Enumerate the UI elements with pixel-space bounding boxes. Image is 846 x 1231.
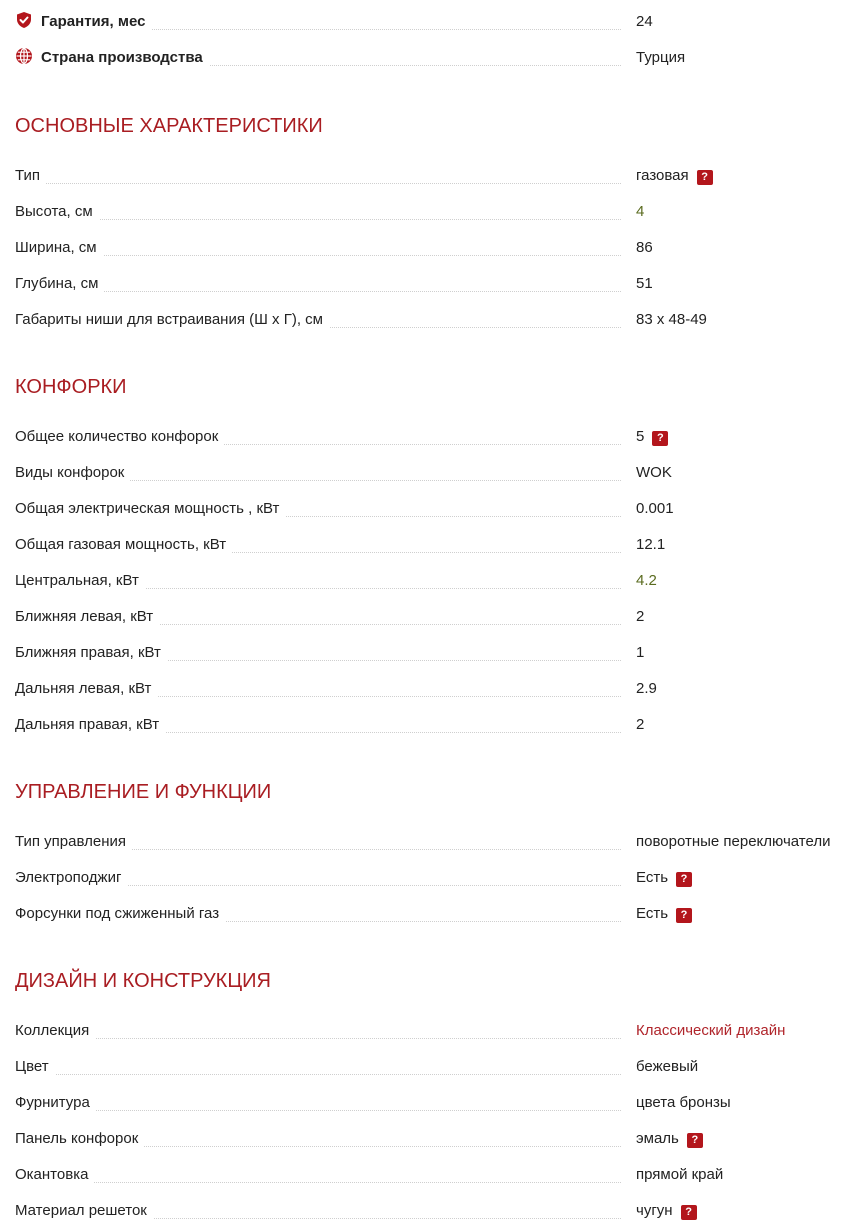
spec-label: Гарантия, мес [15, 10, 151, 34]
spec-label: Высота, см [15, 200, 99, 224]
spec-value: цвета бронзы [636, 1094, 731, 1111]
spec-label: Общая электрическая мощность , кВт [15, 497, 285, 521]
spec-row [15, 200, 846, 224]
spec-value: 24 [636, 13, 653, 30]
spec-label: Дальняя левая, кВт [15, 677, 157, 701]
spec-row [15, 1055, 846, 1079]
spec-label: Страна производства [15, 46, 209, 70]
spec-label: Габариты ниши для встраивания (Ш х Г), см [15, 308, 329, 332]
spec-value: прямой край [636, 1166, 724, 1183]
help-icon[interactable]: ? [697, 170, 713, 185]
spec-value: 5 ? [636, 425, 668, 449]
globe-icon [15, 47, 33, 65]
section-title-design: ДИЗАЙН И КОНСТРУКЦИЯ [15, 970, 271, 992]
spec-value: 12.1 [636, 536, 666, 553]
spec-value [636, 1019, 785, 1043]
help-icon[interactable]: ? [687, 1133, 703, 1148]
spec-row [15, 1199, 846, 1223]
spec-row [15, 1127, 846, 1151]
spec-row [15, 605, 846, 629]
spec-value: 4 [636, 203, 645, 220]
spec-row [15, 236, 846, 260]
spec-row [15, 272, 846, 296]
spec-row-warranty [15, 10, 846, 34]
spec-value: 2 [636, 608, 645, 625]
spec-label: Окантовка [15, 1163, 94, 1187]
spec-value: чугун ? [636, 1199, 697, 1223]
spec-value: 86 [636, 239, 653, 256]
spec-label: Коллекция [15, 1019, 95, 1043]
spec-value: 2 [636, 716, 645, 733]
spec-label: Форсунки под сжиженный газ [15, 902, 225, 926]
spec-row [15, 497, 846, 521]
spec-value: эмаль ? [636, 1127, 703, 1151]
section-title-main: ОСНОВНЫЕ ХАРАКТЕРИСТИКИ [15, 115, 323, 137]
spec-value: 4.2 [636, 572, 657, 589]
spec-row [15, 164, 846, 188]
spec-label: Общая газовая мощность, кВт [15, 533, 232, 557]
spec-label: Виды конфорок [15, 461, 130, 485]
spec-label: Тип [15, 164, 46, 188]
help-icon[interactable]: ? [676, 872, 692, 887]
section-title-burners: КОНФОРКИ [15, 376, 127, 398]
spec-label: Тип управления [15, 830, 132, 854]
spec-row [15, 308, 846, 332]
spec-label: Дальняя правая, кВт [15, 713, 165, 737]
spec-row [15, 461, 846, 485]
shield-check-icon [15, 11, 33, 29]
spec-value: 1 [636, 644, 645, 661]
spec-row [15, 1163, 846, 1187]
help-icon[interactable]: ? [676, 908, 692, 923]
spec-row [15, 902, 846, 926]
spec-value: бежевый [636, 1058, 699, 1075]
spec-row [15, 677, 846, 701]
spec-label: Глубина, см [15, 272, 104, 296]
spec-value: 2.9 [636, 680, 657, 697]
spec-row [15, 866, 846, 890]
spec-label: Центральная, кВт [15, 569, 145, 593]
spec-label: Фурнитура [15, 1091, 96, 1115]
spec-row [15, 569, 846, 593]
spec-row [15, 830, 846, 854]
spec-value: WOK [636, 464, 672, 481]
help-icon[interactable]: ? [681, 1205, 697, 1220]
spec-value: 51 [636, 275, 653, 292]
spec-row [15, 1091, 846, 1115]
spec-label: Электроподжиг [15, 866, 127, 890]
spec-row-country [15, 46, 846, 70]
spec-row [15, 713, 846, 737]
help-icon[interactable]: ? [652, 431, 668, 446]
spec-value: поворотные переключатели [636, 833, 831, 850]
spec-label: Общее количество конфорок [15, 425, 224, 449]
spec-row [15, 425, 846, 449]
spec-row [15, 641, 846, 665]
spec-label: Материал решеток [15, 1199, 153, 1223]
spec-label: Панель конфорок [15, 1127, 144, 1151]
spec-value: Турция [636, 49, 686, 66]
collection-link[interactable]: Классический дизайн [636, 1022, 786, 1039]
spec-label: Ближняя левая, кВт [15, 605, 159, 629]
spec-label: Ширина, см [15, 236, 103, 260]
spec-row [15, 533, 846, 557]
spec-value: 0.001 [636, 500, 674, 517]
spec-value: газовая ? [636, 164, 713, 188]
section-title-control: УПРАВЛЕНИЕ И ФУНКЦИИ [15, 781, 272, 803]
spec-label: Цвет [15, 1055, 55, 1079]
spec-value: Есть ? [636, 866, 692, 890]
spec-label: Ближняя правая, кВт [15, 641, 167, 665]
spec-value: Есть ? [636, 902, 692, 926]
spec-value: 83 х 48-49 [636, 311, 707, 328]
spec-row [15, 1019, 846, 1043]
